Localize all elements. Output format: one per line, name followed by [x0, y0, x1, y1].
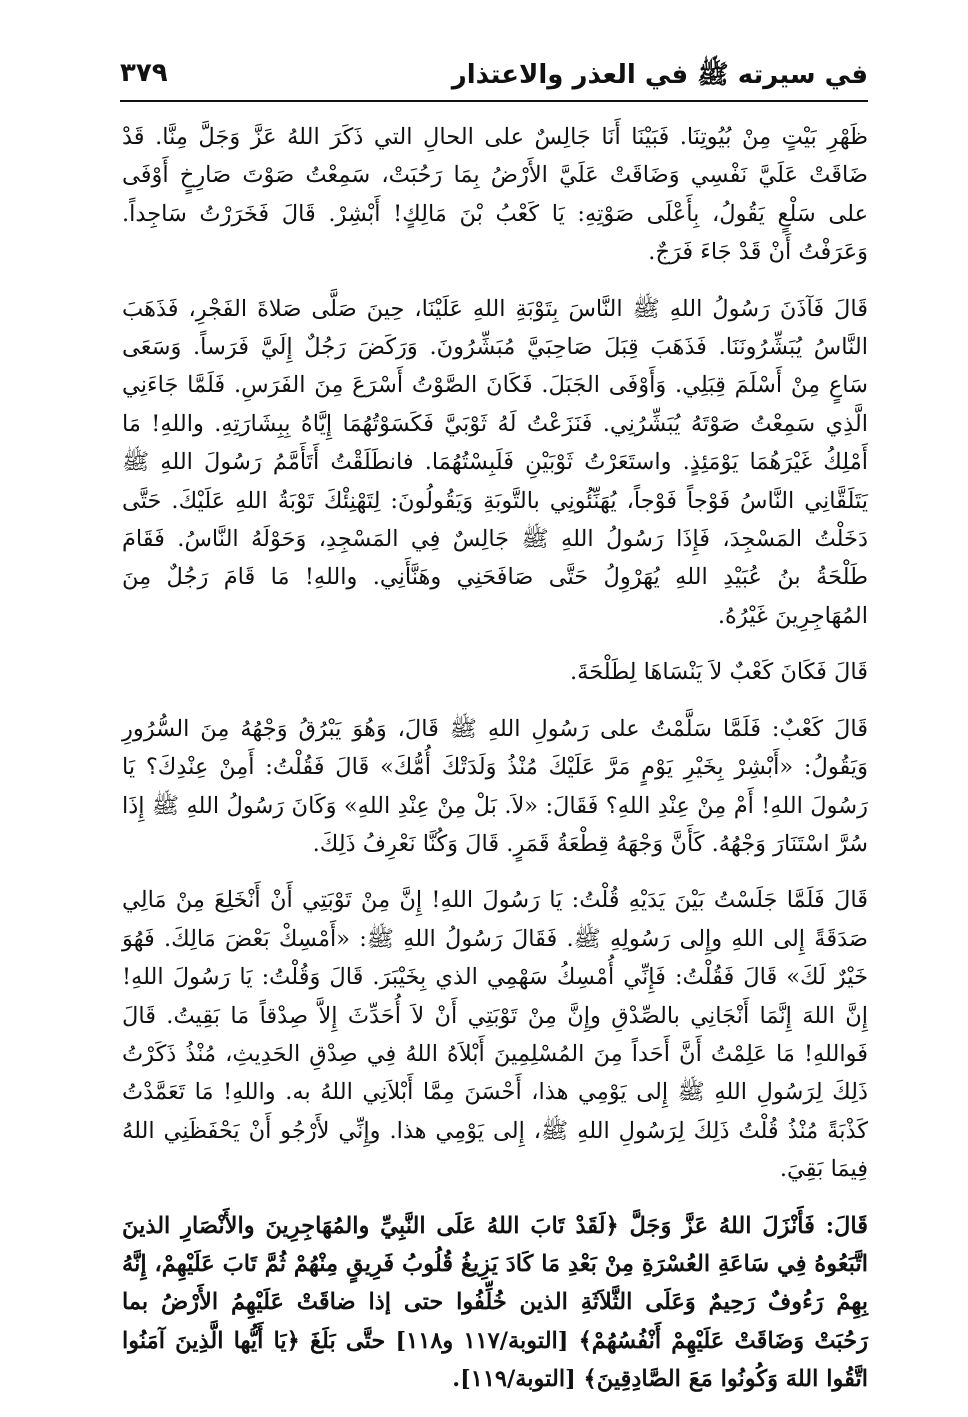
page-number: ٣٧٩: [120, 58, 168, 88]
paragraph: [122, 118, 868, 272]
paragraph: [122, 653, 868, 691]
page-header: [120, 52, 868, 102]
quran-paragraph: [122, 1207, 868, 1399]
paragraph-text: قَالَ كَعْبٌ: فَلَمَّا سَلَّمْتُ على رَسُولِ اللهِ ﷺ قَالَ، وَهُوَ يَبْرُقُ وَجْهُهُ مِنَ السُّرُورِ وَيَقُولُ: «أَبْشِرْ بِخَيْرِ يَوْمٍ مَرَّ عَلَيْكَ مُنْذُ وَلَدَتْكَ أُمُّكَ» قَالَ فَقُلْتُ: أَمِنْ عِنْدِكَ؟ يَا رَسُولَ اللهِ! أَمْ مِنْ عِنْدِ اللهِ؟ فَقَالَ: «لاَ. بَلْ مِنْ عِنْدِ اللهِ» وَكَانَ رَسُولُ اللهِ ﷺ إِذَا سُرَّ اسْتَنَارَ وَجْهُهُ. كَأَنَّ وَجْهَهُ قِطْعَةُ قَمَرٍ. قَالَ وَكُنَّا نَعْرِفُ ذَلِكَ.: [122, 715, 868, 857]
paragraph: [122, 881, 868, 1188]
running-title: في سيرته ﷺ في العذر والاعتذار: [451, 60, 868, 90]
paragraph: [122, 290, 868, 636]
paragraph-text: قَالَ فَلَمَّا جَلَسْتُ بَيْنَ يَدَيْهِ قُلْتُ: يَا رَسُولَ اللهِ! إِنَّ مِنْ تَوْبَتِي أَنْ أَنْخَلِعَ مِنْ مَالِي صَدَقَةً إِلى اللهِ وإِلى رَسُولِهِ ﷺ. فَقَالَ رَسُولُ اللهِ ﷺ: «أَمْسِكْ بَعْضَ مَالِكَ. فَهُوَ خَيْرٌ لَكَ» قَالَ فَقُلْتُ: فَإِنِّي أُمْسِكُ سَهْمِي الذي بِخَيْبَرَ. قَالَ وَقُلْتُ: يَا رَسُولَ اللهِ! إِنَّ اللهَ إِنَّمَا أَنْجَانِي بالصِّدْقِ وإِنَّ مِنْ تَوْبَتِي أَنْ لاَ أُحَدِّثَ إِلاَّ صِدْقاً مَا بَقِيتُ. قَالَ فَواللهِ! مَا عَلِمْتُ أَنَّ أَحَداً مِنَ المُسْلِمِينَ أَبْلاَهُ اللهُ فِي صِدْقِ الحَدِيثِ، مُنْذُ ذَكَرْتُ ذَلِكَ لِرَسُولِ اللهِ ﷺ إِلى يَوْمِي هذا، أَحْسَنَ مِمَّا أَبْلاَنِي اللهُ به. واللهِ! مَا تَعَمَّدْتُ كَذْبَةً مُنْذُ قُلْتُ ذَلِكَ لِرَسُولِ اللهِ ﷺ، إِلى يَوْمِي هذا. وإِنِّي لأَرْجُو أَنْ يَحْفَظَنِي اللهُ فِيمَا بَقِيَ.: [122, 887, 868, 1183]
paragraph-text: ظَهْرِ بَيْتٍ مِنْ بُيُوتِنَا. فَبَيْنَا أَنَا جَالِسٌ على الحالِ التي ذَكَرَ اللهُ عَزَّ وَجَلَّ مِنَّا. قَدْ ضَاقَتْ عَلَيَّ نَفْسِي وَضَاقَتْ عَلَيَّ الأَرْضُ بِمَا رَحُبَتْ، سَمِعْتُ صَوْتَ صَارِخٍ أَوْفَى على سَلْعٍ يَقُولُ، بِأَعْلَى صَوْتِهِ: يَا كَعْبُ بْنَ مَالِكٍ! أَبْشِرْ. قَالَ فَخَرَرْتُ سَاجِداً. وَعَرَفْتُ أَنْ قَدْ جَاءَ فَرَجٌ.: [122, 124, 868, 266]
paragraph-text: قَالَ: فَأَنْزَلَ اللهُ عَزَّ وَجَلَّ ﴿لَقَدْ تَابَ اللهُ عَلَى النَّبِيِّ والمُهَاجِرِينَ والأَنْصَارِ الذينَ اتَّبَعُوهُ فِي سَاعَةِ العُسْرَةِ مِنْ بَعْدِ مَا كَادَ يَزِيغُ قُلُوبُ فَرِيقٍ مِنْهُمْ ثُمَّ تَابَ عَلَيْهِمْ، إِنَّهُ بِهِمْ رَءُوفٌ رَحِيمٌ وَعَلَى الثَّلاَثَةِ الذين خُلِّفُوا حتى إذا ضاقَتْ عَلَيْهِمُ الأَرْضُ بما رَحُبَتْ وَضَاقَتْ عَلَيْهِمْ أَنْفُسُهُمْ﴾ [التوبة/١١٧ و١١٨] حتَّى بَلَغَ ﴿يَا أَيُّها الَّذِينَ آمَنُوا اتَّقُوا اللهَ وَكُونُوا مَعَ الصَّادِقِينَ﴾ [التوبة/١١٩].: [122, 1212, 868, 1393]
paragraph: [122, 710, 868, 864]
body-text: [122, 118, 868, 1417]
paragraph-text: قَالَ فَكَانَ كَعْبٌ لاَ يَنْسَاهَا لِطَلْحَةَ.: [570, 659, 868, 686]
paragraph-text: قَالَ فَآذَنَ رَسُولُ اللهِ ﷺ النَّاسَ بِتَوْبَةِ اللهِ عَلَيْنَا، حِينَ صَلَّى صَلاةَ الفَجْرِ، فَذَهَبَ النَّاسُ يُبَشِّرُونَنَا. فَذَهَبَ قِبَلَ صَاحِبَيَّ مُبَشِّرُونَ. وَرَكَضَ رَجُلٌ إِلَيَّ فَرَساً. وَسَعَى سَاعٍ مِنْ أَسْلَمَ قِبَلِي. وَأَوْفَى الجَبَلَ. فَكَانَ الصَّوْتُ أَسْرَعَ مِنَ الفَرَسِ. فَلَمَّا جَاءَنِي الَّذِي سَمِعْتُ صَوْتَهُ يُبَشِّرُنِي. فَنَزَعْتُ لَهُ ثَوْبَيَّ فَكَسَوْتُهُمَا إِيَّاهُ بِبِشَارَتِهِ. واللهِ! مَا أَمْلِكُ غَيْرَهُمَا يَوْمَئِذٍ. واستَعَرْتُ ثَوْبَيْنِ فَلَبِسْتُهُمَا. فانطَلَقْتُ أَتَأَمَّمُ رَسُولَ اللهِ ﷺ يَتَلَقَّانِي النَّاسُ فَوْجاً فَوْجاً، يُهَنِّئُونِي بالتَّوبَةِ وَيَقُولُونَ: لِتَهْنِئْكَ تَوْبَةُ اللهِ عَلَيْكَ. حَتَّى دَخَلْتُ المَسْجِدَ، فَإِذَا رَسُولُ اللهِ ﷺ جَالِسٌ فِي المَسْجِدِ، وَحَوْلَهُ النَّاسُ. فَقَامَ طَلْحَةُ بنُ عُبَيْدِ اللهِ يُهَرْوِلُ حَتَّى صَافَحَنِي وهَنَّأَنِي. واللهِ! مَا قَامَ رَجُلٌ مِنَ المُهَاجِرِينَ غَيْرُهُ.: [122, 295, 868, 629]
